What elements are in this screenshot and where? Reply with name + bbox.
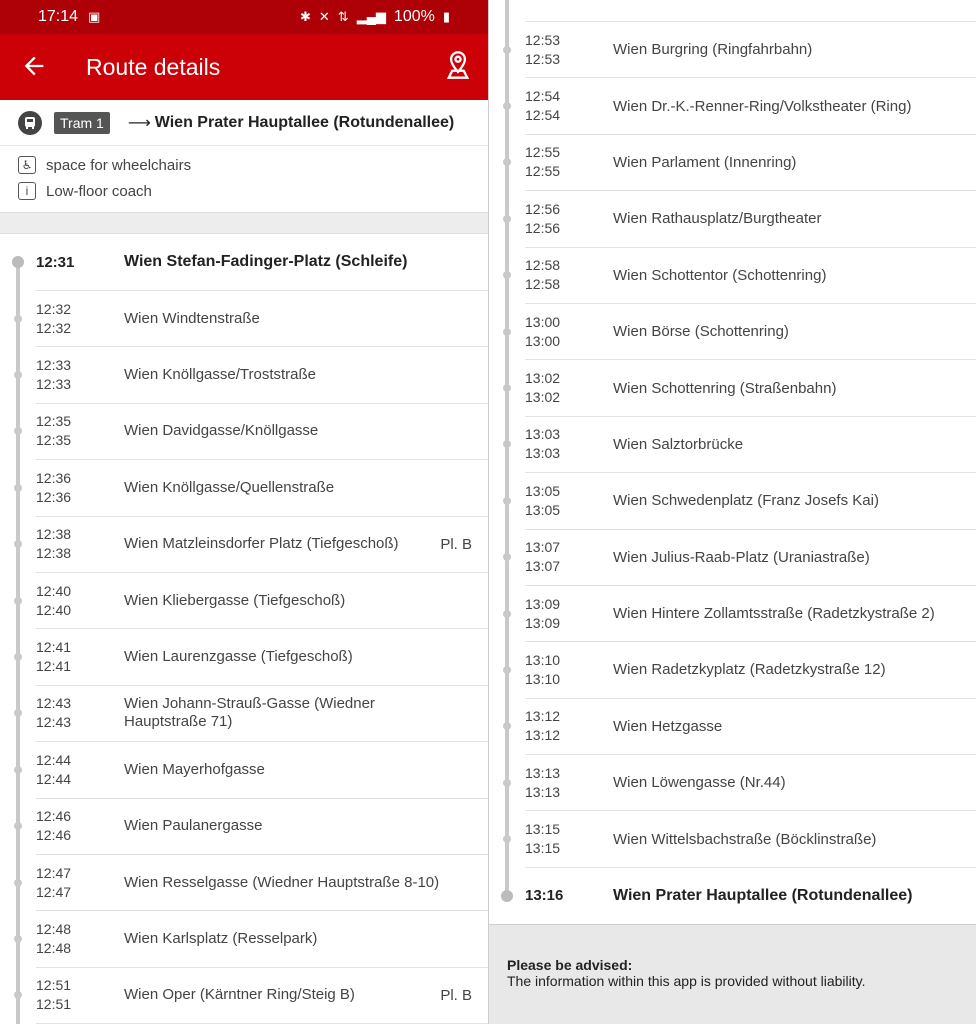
disclaimer [489,924,976,1024]
stop-name: Wien Hetzgasse [613,717,723,735]
stop-row[interactable] [525,642,976,698]
bluetooth-icon: ✱ [299,9,311,24]
stop-times [36,807,124,845]
stop-row[interactable] [36,460,488,516]
stop-time: 13:16 [525,887,564,905]
arrival-time: 12:53 [525,31,561,48]
stop-name: Wien Knöllgasse/Troststraße [124,366,317,384]
stop-row[interactable] [525,304,976,360]
stop-row[interactable] [525,360,976,416]
stop-name: Wien Burgring (Ringfahrbahn) [613,41,813,59]
stop-dot [14,935,22,943]
arrival-time: 12:51 [36,977,72,994]
departure-time: 13:03 [525,445,561,462]
stop-row[interactable] [36,686,488,742]
stop-times [525,369,613,407]
stop-dot [501,890,513,902]
departure-time: 13:07 [525,558,561,575]
stop-name: Wien Matzleinsdorfer Platz (Tiefgeschoß) [124,535,399,553]
departure-time: 12:53 [525,50,561,67]
departure-time: 13:09 [525,614,561,631]
stop-times [36,638,124,676]
departure-time: 13:00 [525,332,561,349]
map-pin-icon[interactable] [444,50,472,80]
departure-time: 12:47 [36,883,72,900]
notification-icon: ▣ [88,9,101,24]
back-arrow-icon[interactable] [20,52,48,80]
mute-icon: ✕ [318,9,330,24]
status-time: 17:14 [38,8,79,25]
arrival-time: 12:56 [525,200,561,217]
arrival-time: 12:47 [36,864,72,881]
status-bar [0,0,488,34]
stop-dot [503,440,511,448]
stop-name: Wien Rathausplatz/Burgtheater [613,210,822,228]
stop-row[interactable] [36,968,488,1024]
arrival-time: 13:12 [525,708,561,725]
arrival-time: 13:13 [525,764,561,781]
departure-time: 12:32 [36,319,72,336]
stop-row[interactable] [525,191,976,247]
stop-times [36,412,124,450]
stop-dot [503,666,511,674]
info-icon: i [18,182,36,200]
arrival-time: 13:07 [525,539,561,556]
arrival-time: 13:05 [525,482,561,499]
stop-dot [14,427,22,435]
stop-name: Wien Hintere Zollamtsstraße (Radetzkystraße 2) [613,605,935,623]
arrival-time: 12:44 [36,751,72,768]
stop-times [525,143,613,181]
stop-times [525,200,613,238]
stop-times [36,976,124,1014]
attribute-low-floor [18,178,488,204]
stop-row[interactable] [525,417,976,473]
stop-name: Wien Paulanergasse [124,817,263,835]
stop-name: Wien Knöllgasse/Quellenstraße [124,478,335,496]
stop-name: Wien Börse (Schottenring) [613,323,789,341]
stop-dot [14,540,22,548]
departure-time: 13:05 [525,501,561,518]
stop-times [525,87,613,125]
stop-times [36,356,124,394]
stop-name: Wien Wittelsbachstraße (Böcklinstraße) [613,830,877,848]
arrival-time: 12:40 [36,582,72,599]
attribute-label: space for wheelchairs [46,156,192,174]
arrival-time: 12:32 [36,300,72,317]
arrival-time: 12:46 [36,808,72,825]
battery-level: 100% [393,8,435,25]
departure-time: 12:43 [36,714,72,731]
5g-icon: ⇅ [337,9,349,24]
departure-time: 12:46 [36,827,72,844]
arrival-time: 12:38 [36,526,72,543]
stop-dot [503,215,511,223]
stop-row[interactable] [36,799,488,855]
departure-time: 12:54 [525,107,561,124]
stop-dot [14,879,22,887]
stop-name: Wien Kliebergasse (Tiefgeschoß) [124,591,346,609]
battery-icon: ▮ [442,9,450,24]
stop-name: Wien Laurenzgasse (Tiefgeschoß) [124,648,353,666]
stop-name: Wien Karlsplatz (Resselpark) [124,929,318,947]
stop-times [525,256,613,294]
stop-dot [14,653,22,661]
departure-time: 12:36 [36,488,72,505]
stop-dot [14,766,22,774]
line-destination: Wien Prater Hauptallee (Rotundenallee) [154,113,455,131]
departure-time: 12:33 [36,376,72,393]
stop-row[interactable] [525,811,976,867]
stop-list-right [489,0,976,924]
arrival-time: 12:36 [36,469,72,486]
first-stop[interactable] [36,234,488,291]
disclaimer-heading: Please be advised: [507,957,633,973]
departure-time: 12:40 [36,601,72,618]
stop-times [36,300,124,338]
stop-row[interactable] [525,22,976,78]
arrival-time: 13:15 [525,821,561,838]
stop-name: Wien Julius-Raab-Platz (Uraniastraße) [613,548,870,566]
stop-times [36,582,124,620]
stop-row[interactable] [525,473,976,529]
stop-dot [14,822,22,830]
stop-name: Wien Oper (Kärntner Ring/Steig B) [124,986,355,1004]
arrival-time: 12:33 [36,357,72,374]
stop-times [36,525,124,563]
stop-name: Wien Mayerhofgasse [124,760,265,778]
arrival-time: 13:03 [525,426,561,443]
departure-time: 13:15 [525,840,561,857]
stop-name: Wien Parlament (Innenring) [613,153,797,171]
signal-icon: ▂▄▆ [356,9,386,24]
stop-times [525,425,613,463]
stop-dot [14,709,22,717]
stop-dot [503,722,511,730]
stop-name: Wien Schottentor (Schottenring) [613,266,827,284]
departure-time: 13:10 [525,670,561,687]
stop-dot [14,371,22,379]
stop-name: Wien Dr.-K.-Renner-Ring/Volkstheater (Ring) [613,97,912,115]
stop-dot [503,46,511,54]
stop-row[interactable] [525,135,976,191]
stop-dot [14,484,22,492]
stop-dot [503,102,511,110]
stop-dot [503,779,511,787]
stop-name: Wien Johann-Strauß-Gasse (Wiedner Hauptstraße 71) [124,695,375,731]
line-badge: Tram 1 [54,112,110,134]
stop-times [525,595,613,633]
stop-row[interactable] [525,248,976,304]
stop-row[interactable] [36,742,488,798]
stop-list-left [0,234,488,1024]
stop-row[interactable] [525,586,976,642]
stop-time: 12:31 [36,253,75,271]
list-item [525,0,976,22]
stop-dot [503,328,511,336]
arrival-time: 13:02 [525,370,561,387]
stop-name: Wien Resselgasse (Wiedner Hauptstraße 8-10) [124,873,440,891]
stop-dot [503,158,511,166]
stop-dot [12,256,24,268]
stop-times [525,538,613,576]
last-stop[interactable] [525,868,976,924]
stop-name: Wien Stefan-Fadinger-Platz (Schleife) [124,253,408,270]
attribute-label: Low-floor coach [46,182,152,200]
stop-row[interactable] [36,347,488,403]
stop-dot [503,384,511,392]
stop-dot [14,597,22,605]
departure-time: 12:55 [525,163,561,180]
arrival-time: 12:41 [36,639,72,656]
departure-time: 13:02 [525,389,561,406]
arrival-time: 13:10 [525,651,561,668]
platform-label: Pl. B [440,535,472,553]
line-info [0,100,488,146]
stop-row[interactable] [525,530,976,586]
attribute-wheelchair [18,152,488,178]
arrival-time: 12:43 [36,695,72,712]
stop-name: Wien Löwengasse (Nr.44) [613,774,786,792]
stop-row[interactable] [36,517,488,573]
departure-time: 12:35 [36,432,72,449]
departure-time: 13:12 [525,727,561,744]
departure-time: 12:56 [525,219,561,236]
stop-times [36,469,124,507]
right-screen [488,0,976,1024]
section-divider [0,212,488,234]
stop-dot [14,315,22,323]
stop-row[interactable] [36,573,488,629]
wheelchair-icon: ♿ [18,156,36,174]
departure-time: 12:44 [36,770,72,787]
arrival-time: 12:58 [525,257,561,274]
stop-name: Wien Salztorbrücke [613,435,744,453]
stop-dot [503,610,511,618]
direction-arrow: ⟶ [127,114,151,132]
arrival-time: 12:48 [36,920,72,937]
stop-times [525,820,613,858]
arrival-time: 13:09 [525,595,561,612]
departure-time: 12:41 [36,658,72,675]
stop-dot [14,991,22,999]
stop-row[interactable] [36,629,488,685]
stop-times [525,31,613,69]
arrival-time: 13:00 [525,313,561,330]
stop-row[interactable] [36,404,488,460]
stop-times [36,694,124,732]
stop-row[interactable] [36,291,488,347]
disclaimer-text: The information within this app is provided without liability. [507,973,866,989]
stop-row[interactable] [525,699,976,755]
page-title: Route details [86,54,221,80]
tram-icon [18,111,42,135]
departure-time: 13:13 [525,783,561,800]
departure-time: 12:38 [36,545,72,562]
departure-time: 12:58 [525,276,561,293]
stop-dot [503,271,511,279]
stop-name: Wien Schwedenplatz (Franz Josefs Kai) [613,492,879,510]
departure-time: 12:48 [36,939,72,956]
stop-name: Wien Radetzkyplatz (Radetzkystraße 12) [613,661,886,679]
departure-time: 12:51 [36,996,72,1013]
stop-dot [503,553,511,561]
stop-name: Wien Davidgasse/Knöllgasse [124,422,319,440]
stop-dot [503,835,511,843]
platform-label: Pl. B [440,986,472,1004]
arrival-time: 12:54 [525,88,561,105]
stop-times [525,651,613,689]
stop-times [36,751,124,789]
stop-row[interactable] [36,855,488,911]
stop-row[interactable] [525,78,976,134]
stop-times [36,920,124,958]
stop-times [525,313,613,351]
arrival-time: 12:35 [36,413,72,430]
stop-times [36,864,124,902]
stop-name: Wien Windtenstraße [124,309,260,327]
stop-times [525,764,613,802]
stop-name: Wien Schottenring (Straßenbahn) [613,379,837,397]
stop-row[interactable] [36,911,488,967]
stop-times [525,482,613,520]
stop-row[interactable] [525,755,976,811]
vehicle-attributes [0,146,488,212]
app-bar [0,34,488,100]
arrival-time: 12:55 [525,144,561,161]
stop-name: Wien Prater Hauptallee (Rotundenallee) [613,886,913,904]
stop-times [525,707,613,745]
stop-dot [503,497,511,505]
